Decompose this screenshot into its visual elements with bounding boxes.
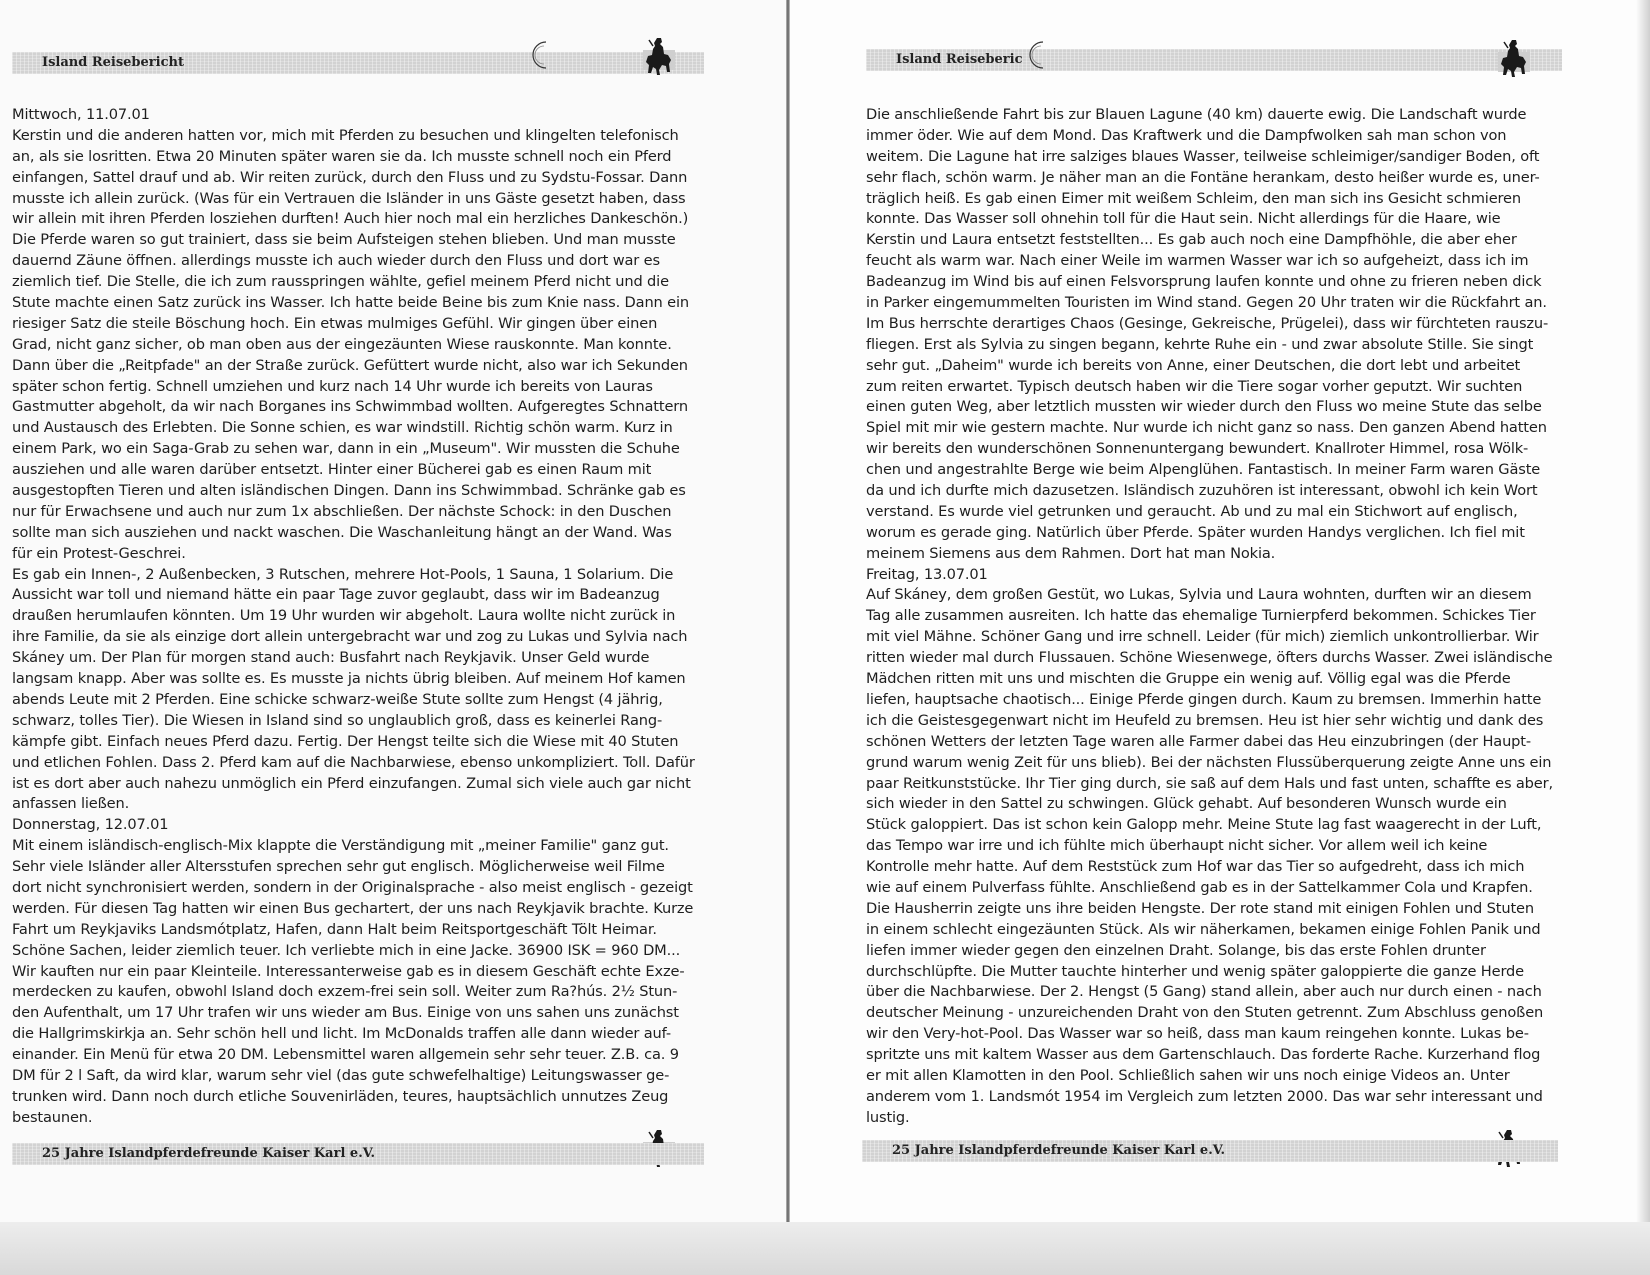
left-footer-text: 25 Jahre Islandpferdefreunde Kaiser Karl e.V. <box>42 1146 376 1161</box>
text-line: ihre Familie, da sie als einzige dort allein untergebracht war und zog zu Lukas und Sylvia nach <box>12 628 688 646</box>
scan-bottom-margin <box>0 1222 1650 1275</box>
text-line: Grad, nicht ganz sicher, ob man oben aus der eingezäunten Wiese rauskonnte. Man konnte. <box>12 335 672 353</box>
right-header-title: Island Reiseberic <box>896 52 1023 67</box>
text-line: träglich heiß. Es gab einen Eimer mit weißem Schleim, den man sich ins Gesicht schmieren <box>866 189 1521 207</box>
text-line: trunken wird. Dann noch durch etliche Souvenirläden, teures, hauptsächlich unnutzes Zeug <box>12 1087 669 1105</box>
text-line: schönen Wetters der letzten Tage waren alle Farmer dabei das Heu einzubringen (der Haupt- <box>866 732 1531 750</box>
text-line: und Austausch des Erlebten. Die Sonne schien, es war windstill. Richtig schön warm. Kurz in <box>12 419 673 437</box>
text-line: ritten wieder mal durch Flussauen. Schöne Wiesenwege, öfters durchs Wasser. Zwei isländische <box>866 649 1553 667</box>
text-line: draußen herumlaufen könnten. Um 19 Uhr wurden wir abgeholt. Laura wollte nicht zurück in <box>12 607 676 625</box>
text-line: Kerstin und Laura entsetzt feststellten... Es gab auch noch eine Dampfhöhle, die aber eher <box>866 231 1517 249</box>
text-line: dort nicht synchronisiert werden, sondern in der Originalsprache - also meist englisch - gezeigt <box>12 878 693 896</box>
text-line: anderem vom 1. Landsmót 1954 im Vergleich zum letzten 2000. Das war sehr interessant und <box>866 1087 1543 1105</box>
text-line: in einem schlecht eingezäunten Stück. Als wir näherkamen, bekamen einige Fohlen Panik und <box>866 920 1541 938</box>
text-line: DM für 2 l Saft, da wird klar, warum sehr viel (das gute schwefelhaltige) Leitungswasser ge- <box>12 1066 670 1084</box>
text-line: er mit allen Klamotten in den Pool. Schließlich sahen wir uns noch einige Videos an. Unter <box>866 1066 1510 1084</box>
text-line: Badeanzug im Wind bis auf einen Felsvorsprung laufen konnte und ohne zu frieren neben dick <box>866 273 1542 291</box>
text-line: Es gab ein Innen-, 2 Außenbecken, 3 Rutschen, mehrere Hot-Pools, 1 Sauna, 1 Solarium. Die <box>12 565 674 583</box>
text-line: wir allein mit ihren Pferden losziehen durften! Auch hier noch mal ein herzliches Dankeschön.) <box>12 210 689 228</box>
text-line: langsam knapp. Aber was sollte es. Es musste ja nichts übrig bleiben. Auf meinem Hof kamen <box>12 670 686 688</box>
text-line: an, als sie losritten. Etwa 20 Minuten später waren sie da. Ich musste schnell noch ein Pferd <box>12 147 672 165</box>
right-footer-text: 25 Jahre Islandpferdefreunde Kaiser Karl e.V. <box>892 1143 1226 1158</box>
text-line: Skáney um. Der Plan für morgen stand auch: Busfahrt nach Reykjavik. Unser Geld wurde <box>12 649 650 667</box>
text-line: und etlichen Fohlen. Dass 2. Pferd kam auf die Nachbarwiese, ebenso unkompliziert. Toll. Dafür <box>12 753 695 771</box>
text-line: einen guten Weg, aber letztlich mussten wir wieder durch den Fluss wo meine Stute das selbe <box>866 398 1542 416</box>
text-line: zum reiten erwartet. Typisch deutsch haben wir die Tiere sogar vorher geputzt. Wir suchten <box>866 377 1523 395</box>
moon-icon <box>531 40 555 70</box>
text-line: wir bereits den wunderschönen Sonnenuntergang bewundert. Knallroter Himmel, rosa Wölk- <box>866 440 1529 458</box>
text-line: chen und angestrahlte Berge wie beim Alpenglühen. Fantastisch. In meiner Farm waren Gäste <box>866 461 1541 479</box>
text-line: spritzte uns mit kaltem Wasser aus dem Gartenschlauch. Das forderte Rache. Kurzerhand flog <box>866 1046 1541 1064</box>
text-line: Aussicht war toll und niemand hätte ein paar Tage zuvor geglaubt, dass wir im Badeanzug <box>12 586 660 604</box>
text-line: abends Leute mit 2 Pferden. Eine schicke schwarz-weiße Stute sollte zum Hengst (4 jährig, <box>12 690 663 708</box>
text-line: Mittwoch, 11.07.01 <box>12 106 150 123</box>
text-line: sollte man sich ausziehen und nackt waschen. Die Waschanleitung hängt an der Wand. Was <box>12 523 672 541</box>
text-line: schwarz, tolles Tier). Die Wiesen in Island sind so unglaublich groß, dass es keinerlei Rang- <box>12 711 663 729</box>
text-line: ist es dort aber auch nahezu unmöglich ein Pferd einzufangen. Zumal sich viele auch gar nicht <box>12 774 691 792</box>
text-line: in Parker eingemummelten Touristen im Wind stand. Gegen 20 Uhr traten wir die Rückfahrt an. <box>866 294 1547 312</box>
text-line: Mit einem isländisch-englisch-Mix klappte die Verständigung mit „meiner Familie" ganz gut. <box>12 837 669 855</box>
text-line: Gastmutter abgeholt, da wir nach Borganes ins Schwimmbad wollten. Aufgeregtes Schnattern <box>12 398 688 416</box>
text-line: paar Reitkunststücke. Ihr Tier ging durch, sie saß auf dem Hals und fast unten, schaffte es aber, <box>866 774 1553 792</box>
text-line: wie auf einem Pulverfass fühlte. Anschließend gab es in der Sattelkammer Cola und Krapfen. <box>866 878 1533 896</box>
text-line: musste ich allein zurück. (Was für ein Vertrauen die Isländer in uns Gäste gesetzt haben, dass <box>12 189 686 207</box>
text-line: ausziehen und alle waren darüber entsetzt. Hinter einer Bücherei gab es einen Raum mit <box>12 461 652 479</box>
text-line: Mädchen ritten mit uns und mischten die Gruppe ein wenig auf. Völlig egal was die Pferde <box>866 670 1511 688</box>
text-line: den Aufenthalt, um 17 Uhr trafen wir uns wieder am Bus. Einige von uns sahen uns zunächst <box>12 1004 679 1022</box>
text-line: sehr gut. „Daheim" wurde ich bereits von Anne, einer Deutschen, die dort lebt und arbeitet <box>866 356 1521 374</box>
text-line: fliegen. Erst als Sylvia zu singen begann, kehrte Ruhe ein - und zwar absolute Stille. Sie singt <box>866 335 1534 353</box>
left-header-title: Island Reisebericht <box>42 55 184 70</box>
text-line: werden. Für diesen Tag hatten wir einen Bus gechartert, der uns nach Reykjavik brachte. Kurze <box>12 899 694 917</box>
text-line: liefen immer wieder gegen den einzelnen Draht. Solange, bis das erste Fohlen drunter <box>866 941 1486 959</box>
text-line: ausgestopften Tieren und alten isländischen Dingen. Dann ins Schwimmbad. Schränke gab es <box>12 482 686 500</box>
book-gutter <box>786 0 790 1275</box>
text-line: meinem Siemens aus dem Rahmen. Dort hat man Nokia. <box>866 544 1276 562</box>
text-line: lustig. <box>866 1108 910 1126</box>
text-line: Die Pferde waren so gut trainiert, dass sie beim Aufsteigen stehen blieben. Und man musste <box>12 231 676 249</box>
text-line: Spiel mit mir wie gestern machte. Nur wurde ich nicht ganz so nass. Den ganzen Abend hatten <box>866 419 1547 437</box>
text-line: Wir kauften nur ein paar Kleinteile. Interessanterweise gab es in diesem Geschäft echte Exze- <box>12 962 685 980</box>
text-line: Die Hausherrin zeigte uns ihre beiden Hengste. Der rote stand mit einigen Fohlen und Stuten <box>866 899 1534 917</box>
text-line: Im Bus herrschte derartiges Chaos (Gesinge, Gekreische, Prügelei), dass wir fürchteten rauszu- <box>866 314 1549 332</box>
text-line: einander. Ein Menü für etwa 20 DM. Lebensmittel waren allgemein sehr sehr teuer. Z.B. ca. 9 <box>12 1046 679 1064</box>
text-line: feucht als warm war. Nach einer Weile im warmen Wasser war ich so aufgeheizt, dass ich im <box>866 252 1529 270</box>
left-header-bar <box>12 52 704 74</box>
text-line: worum es gerade ging. Natürlich über Pferde. Später wurden Handys verglichen. Ich fiel mit <box>866 523 1525 541</box>
text-line: da und ich durfte mich dazusetzen. Isländisch zuzuhören ist interessant, obwohl ich kein Wort <box>866 482 1538 500</box>
text-line: Auf Skáney, dem großen Gestüt, wo Lukas, Sylvia und Laura wohnten, durften wir an diesem <box>866 586 1532 604</box>
text-line: riesiger Satz die steile Böschung hoch. Ein etwas mulmiges Gefühl. Wir gingen über einen <box>12 314 658 332</box>
text-line: konnte. Das Wasser soll ohnehin toll für die Haut sein. Nicht allerdings für die Haare, wie <box>866 210 1501 228</box>
text-line: bestaunen. <box>12 1108 93 1126</box>
text-line: nur für Erwachsene und auch nur zum 1x abschließen. Der nächste Schock: in den Duschen <box>12 502 672 520</box>
text-line: die Hallgrimskirkja an. Sehr schön hell und licht. Im McDonalds traffen alle dann wieder auf- <box>12 1025 671 1043</box>
text-line: mit viel Mähne. Schöner Gang und irre schnell. Leider (für mich) ziemlich unkontrollierbar. Wir <box>866 628 1539 646</box>
text-line: Schöne Sachen, leider ziemlich teuer. Ich verliebte mich in eine Jacke. 36900 ISK = 960 DM... <box>12 941 681 959</box>
text-line: kämpfe gibt. Einfach neues Pferd dazu. Fertig. Der Hengst teilte sich die Wiese mit 40 Stuten <box>12 732 679 750</box>
text-line: ziemlich tief. Die Stelle, die ich zum rausspringen wählte, gefiel meinem Pferd nicht und die <box>12 273 669 291</box>
text-line: sich wieder in den Sattel zu schwingen. Glück gehabt. Auf besonderen Wunsch wurde ein <box>866 795 1507 813</box>
text-line: Fahrt um Reykjaviks Landsmótplatz, Hafen, dann Halt beim Reitsportgeschäft Tölt Heimar. <box>12 920 657 938</box>
text-line: deutscher Meinung - unzureichenden Draht von den Stuten getrennt. Zum Abschluss genoßen <box>866 1004 1544 1022</box>
text-line: Donnerstag, 12.07.01 <box>12 816 169 834</box>
text-line: Stück galoppiert. Das ist schon kein Galopp mehr. Meine Stute lag fast waagerecht in der Luft, <box>866 816 1542 834</box>
text-line: weitem. Die Lagune hat irre salziges blaues Wasser, teilweise schleimiger/sandiger Boden, oft <box>866 147 1540 165</box>
text-line: Die anschließende Fahrt bis zur Blauen Lagune (40 km) dauerte ewig. Die Landschaft wurde <box>866 106 1527 123</box>
text-line: über die Nachbarwiese. Der 2. Hengst (5 Gang) stand allein, aber auch nur durch einen - nach <box>866 983 1542 1001</box>
left-page-text <box>12 105 712 1129</box>
text-line: durchschlüpfte. Die Mutter tauchte hinterher und wenig später galoppierte die ganze Herde <box>866 962 1524 980</box>
text-line: einfangen, Sattel drauf und ab. Wir reiten zurück, durch den Fluss und zu Sydstu-Fossar. Dann <box>12 168 688 186</box>
text-line: für ein Protest-Geschrei. <box>12 544 186 562</box>
right-page-text <box>866 105 1566 1129</box>
text-line: Kerstin und die anderen hatten vor, mich mit Pferden zu besuchen und klingelten telefonisch <box>12 126 679 144</box>
text-line: wir den Very-hot-Pool. Das Wasser war so heiß, dass man kaum reingehen konnte. Lukas be- <box>866 1025 1529 1043</box>
text-line: das Tempo war irre und ich fühlte mich überhaupt nicht sicher. Vor allem weil ich keine <box>866 837 1488 855</box>
text-line: anfassen ließen. <box>12 795 130 813</box>
text-line: später schon fertig. Schnell umziehen und kurz nach 14 Uhr wurde ich bereits von Lauras <box>12 377 653 395</box>
right-header-bar <box>866 49 1562 71</box>
text-line: merdecken zu kaufen, obwohl Island doch exzem-frei sein soll. Weiter zum Ra?hús. 2½ Stun- <box>12 983 678 1001</box>
text-line: einem Park, wo ein Saga-Grab zu sehen war, dann in ein „Museum". Wir mussten die Schuhe <box>12 440 680 458</box>
text-line: immer öder. Wie auf dem Mond. Das Kraftwerk und die Dampfwolken sah man schon von <box>866 126 1507 144</box>
text-line: Dann über die „Reitpfade" an der Straße zurück. Gefüttert wurde nicht, also war ich Sekunden <box>12 356 688 374</box>
left-footer-bar <box>12 1143 704 1165</box>
text-line: sehr flach, schön warm. Je näher man an die Fontäne herankam, desto heißer wurde es, uner- <box>866 168 1540 186</box>
text-line: Sehr viele Isländer aller Altersstufen sprechen sehr gut englisch. Möglicherweise weil Filme <box>12 858 665 876</box>
text-line: liefen, hauptsache chaotisch... Einige Pferde gingen durch. Kaum zu bremsen. Immerhin hatte <box>866 690 1542 708</box>
right-footer-bar <box>862 1140 1558 1162</box>
text-line: Stute machte einen Satz zurück ins Wasser. Ich hatte beide Beine bis zum Knie nass. Dann ein <box>12 294 689 312</box>
knight-rider-icon <box>641 36 677 78</box>
text-line: Kontrolle mehr hatte. Auf dem Reststück zum Hof war das Tier so aufgedreht, dass ich mich <box>866 858 1525 876</box>
text-line: Tag alle zusammen ausreiten. Ich hatte das ehemalige Turnierpferd bekommen. Schickes Tier <box>866 607 1536 625</box>
text-line: verstand. Es wurde viel getrunken und geraucht. Ab und zu mal ein Stichwort auf englisch, <box>866 502 1518 520</box>
text-line: Freitag, 13.07.01 <box>866 565 988 583</box>
text-line: ich die Geistesgegenwart nicht im Heufeld zu bremsen. Heu ist hier sehr wichtig und dank des <box>866 711 1544 729</box>
text-line: grund warum wenig Zeit für uns blieb). Bei der nächsten Flussüberquerung zeigte Anne uns ein <box>866 753 1552 771</box>
moon-icon <box>1028 40 1052 70</box>
text-line: dauernd Zäune öffnen. allerdings musste ich auch wieder durch den Fluss und dort war es <box>12 252 660 270</box>
page-edge-shadow <box>1636 0 1650 1275</box>
knight-rider-icon <box>1496 38 1532 80</box>
